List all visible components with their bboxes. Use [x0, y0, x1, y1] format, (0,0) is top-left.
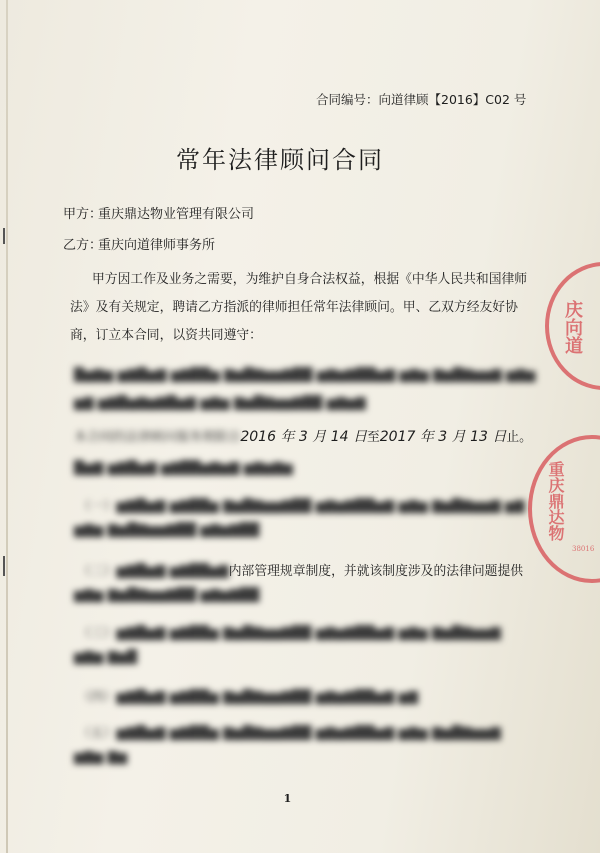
seal-lower-code: 38016	[572, 545, 595, 553]
seal-lower-text: 重庆鼎达物	[546, 461, 565, 541]
party-b-label: 乙方：	[63, 238, 103, 253]
redacted-line: （一）▆▇█▆▇ ▆▇██▆ ▇▆█▇▆▆▇██ ▆▇▆▇██▆▇ ▆▇▆ ▇▆█▇▆▆▇ ▆▇	[78, 499, 525, 514]
redacted-line: ▆▇▆ ▇▆	[74, 750, 128, 765]
redacted-line: ▆▇ ▆▇█▆▇▆▇█▆▇ ▆▇▆ ▇▆█▇▆▆▇██ ▆▇▆▇	[74, 396, 366, 411]
party-b-name: 重庆向道律师事务所	[98, 238, 216, 253]
contract-number: 合同编号：向道律顾【2016】C02 号	[316, 92, 527, 107]
redacted-line: （五）▆▇█▆▇ ▆▇██▆ ▇▆█▇▆▆▇██ ▆▇▆▇██▆▇ ▆▇▆ ▇▆█▇▆▆▇	[78, 726, 501, 741]
party-a-name: 重庆鼎达物业管理有限公司	[98, 207, 255, 222]
term-end-date: 2017 年 3 月 13 日	[379, 429, 507, 445]
redacted-line: ▆▇▆ ▇▆█	[74, 650, 138, 665]
term-mid: 至	[366, 430, 380, 445]
intro-text: 甲方因工作及业务之需要，为维护自身合法权益，根据《中华人民共和国律师法》及有关规定，聘请乙方指派的律师担任常年法律顾问。甲、乙双方经友好协商，订立本合同，以资共同遵守：	[70, 272, 528, 343]
redacted-line: ▆▇▆ ▇▆█▇▆▆▇██ ▆▇▆▇██	[74, 523, 260, 538]
redacted-line: ▆▇▆ ▇▆█▇▆▆▇██ ▆▇▆▇██	[74, 588, 260, 603]
seal-stamp-upper	[545, 262, 600, 390]
document-title: 常年法律顾问合同	[176, 146, 384, 174]
term-suffix: 止。	[506, 430, 532, 445]
redacted-line: （四）▆▇█▆▇ ▆▇██▆ ▇▆█▇▆▆▇██ ▆▇▆▇██▆▇ ▆▇	[78, 690, 419, 705]
intro-paragraph	[70, 266, 532, 350]
term-start-date: 2016 年 3 月 14 日	[240, 429, 367, 445]
party-a-label: 甲方：	[63, 207, 103, 222]
clause-3-item-2	[78, 560, 523, 579]
party-a	[63, 203, 102, 222]
binding-line	[6, 0, 8, 853]
redacted-line: █▆▇▆ ▆▇█▆▇ ▆▇██▆ ▇▆█▇▆▆▇██ ▆▇▆▇██▆▇ ▆▇▆ ▇▆█▇▆▆▇ ▆▇▆	[74, 368, 536, 383]
clause-term	[74, 426, 532, 446]
clause-term-prefix: 本合同的法律顾问服务期限自	[74, 430, 241, 445]
seal-upper-text: 庆向道	[562, 300, 583, 354]
seal-stamp-lower	[528, 435, 600, 583]
redacted-line: （三）▆▇█▆▇ ▆▇██▆ ▇▆█▇▆▆▇██ ▆▇▆▇██▆▇ ▆▇▆ ▇▆█▇▆▆▇	[78, 626, 501, 641]
redacted-segment: （二）▆▇█▆▇ ▆▇██▆▇	[78, 564, 229, 579]
page-number: 1	[283, 792, 292, 805]
binding-hole-mark	[3, 228, 5, 244]
clause-3-item-2-text: 内部管理规章制度，并就该制度涉及的法律问题提供	[228, 564, 524, 579]
binding-hole-mark	[3, 556, 5, 576]
redacted-line: █▆▇ ▆▇█▆▇ ▆▇██▆▇▆▇ ▆▇▆▇▆	[74, 461, 293, 476]
